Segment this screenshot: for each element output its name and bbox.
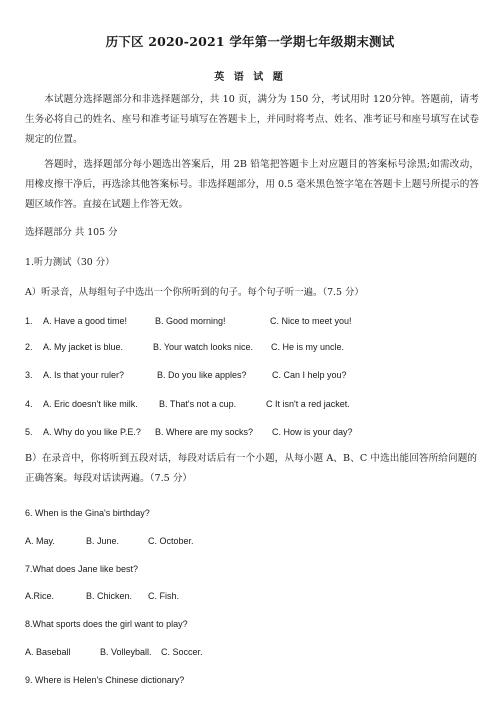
- question-row: [25, 589, 485, 603]
- question-row: [25, 368, 485, 382]
- question-number: 2.: [25, 342, 33, 352]
- page-subtitle: 英 语 试 题: [214, 72, 286, 83]
- question-row: [25, 314, 485, 328]
- question-row: [25, 645, 485, 659]
- option-b: B. Your watch looks nice.: [153, 342, 254, 352]
- intro-paragraph: 本试题分选择题部分和非选择题部分，共 10 页，满分为 150 分，考试用时 120分钟。答题前，请考生务必将自己的姓名、座号和准考证号填写在答题卡上，并同时将考点、姓名、准考证号和座号填写在试卷规定的位置。: [25, 94, 479, 145]
- option-a: A. Have a good time!: [43, 316, 128, 326]
- option-b: B. Do you like apples?: [157, 370, 247, 380]
- question-number: 4.: [25, 399, 33, 409]
- partA-instruction: A）听录音，从每组句子中选出一个你所听到的句子。每个句子听一遍。（7.5 分）: [25, 287, 364, 298]
- rules-paragraph: 答题时，选择题部分每小题选出答案后，用 2B 铅笔把答题卡上对应题目的答案标号涂黑;如需改动，用橡皮擦干净后，再选涂其他答案标号。非选择题部分，用 0.5 毫米黑色签字笔在答题卡上题号所提示的答题区域作答。直接在试题上作答无效。: [25, 159, 479, 210]
- option-b: B. Where are my socks?: [155, 427, 254, 437]
- option-a: A. Why do you like P.E.?: [43, 427, 141, 437]
- option-c: C. Fish.: [148, 591, 180, 601]
- question-text: 7.What does Jane like best?: [25, 564, 139, 574]
- question-text: 6. When is the Gina's birthday?: [25, 508, 150, 518]
- question-text: 9. Where is Helen's Chinese dictionary?: [25, 675, 185, 685]
- part1-heading: 1.听力测试（30 分）: [25, 257, 115, 268]
- question-number: 3.: [25, 370, 33, 380]
- option-b: B. Good morning!: [155, 316, 226, 326]
- option-c: C. Can I help you?: [272, 370, 347, 380]
- question-row: [25, 425, 485, 439]
- option-c: C It isn't a red jacket.: [266, 399, 350, 409]
- option-a: A. Eric doesn't like milk.: [43, 399, 138, 409]
- option-a: A.Rice.: [25, 591, 55, 601]
- option-c: C. He is my uncle.: [271, 342, 345, 352]
- question-number: 5.: [25, 427, 33, 437]
- section-heading: 选择题部分 共 105 分: [25, 227, 118, 238]
- question-text: 8.What sports does the girl want to play?: [25, 619, 188, 629]
- partB-instruction: B）在录音中，你将听到五段对话，每段对话后有一个小题，从每小题 A、B、C 中选出能回答所给问题的正确答案。每段对话读两遍。（7.5 分）: [25, 453, 477, 484]
- option-a: A. Baseball: [25, 647, 71, 657]
- question-row: [25, 397, 485, 411]
- option-a: A. Is that your ruler?: [43, 370, 125, 380]
- option-b: B. That's not a cup.: [159, 399, 237, 409]
- question-row: [25, 340, 485, 354]
- option-c: C. Nice to meet you!: [270, 316, 352, 326]
- option-a: A. May.: [25, 536, 55, 546]
- option-c: C. Soccer.: [161, 647, 203, 657]
- question-row: [25, 534, 485, 548]
- option-b: B. June.: [86, 536, 120, 546]
- question-number: 1.: [25, 316, 33, 326]
- option-a: A. My jacket is blue.: [43, 342, 124, 352]
- option-c: C. October.: [148, 536, 194, 546]
- option-b: B. Volleyball.: [100, 647, 152, 657]
- page-title: 历下区 2020-2021 学年第一学期七年级期末测试: [105, 34, 395, 49]
- option-b: B. Chicken.: [86, 591, 133, 601]
- option-c: C. How is your day?: [272, 427, 353, 437]
